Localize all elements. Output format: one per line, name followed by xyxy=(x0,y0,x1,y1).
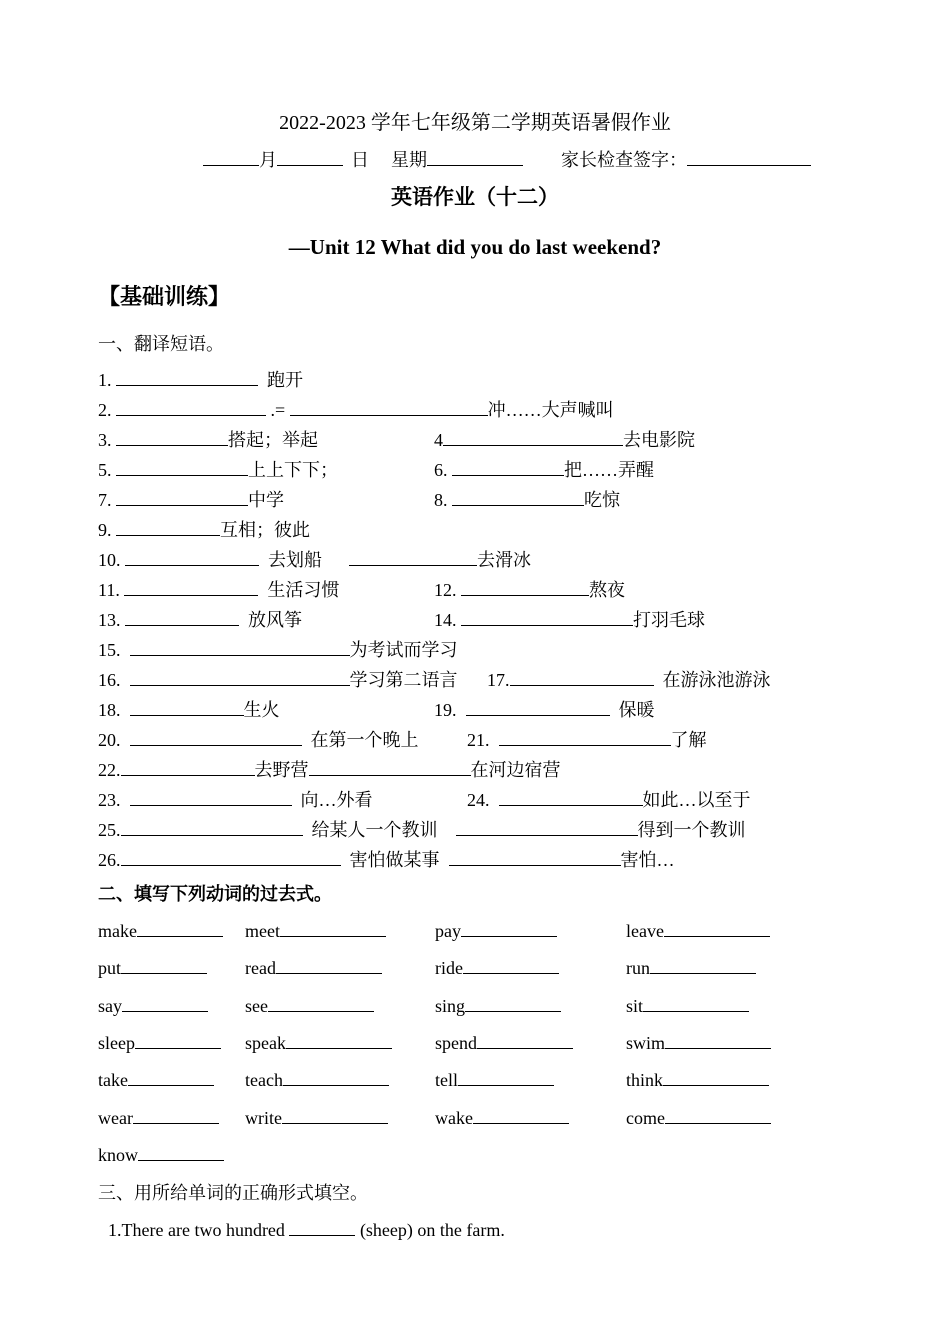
part2-title: 二、填写下列动词的过去式。 xyxy=(98,884,332,904)
verb-answer-blank[interactable] xyxy=(276,957,382,974)
verb-word: make xyxy=(98,921,137,941)
verb-item-wear xyxy=(98,1107,219,1129)
phrase-item-8: 8. 吃惊 xyxy=(434,490,620,510)
verb-word: leave xyxy=(626,921,664,941)
phrase-item-5: 5. 上上下下； xyxy=(98,460,338,480)
verb-item-tell xyxy=(435,1069,554,1091)
phrase-item-13: 13. 放风筝 xyxy=(98,610,302,630)
verb-item-swim xyxy=(626,1032,771,1054)
verb-word: sleep xyxy=(98,1033,135,1053)
verb-answer-blank[interactable] xyxy=(286,1032,392,1049)
fill-question-1: 1.There are two hundred (sheep) on the farm. xyxy=(108,1220,505,1240)
verb-answer-blank[interactable] xyxy=(122,995,208,1012)
parent-sign-blank[interactable] xyxy=(687,149,811,166)
verb-word: teach xyxy=(245,1070,283,1090)
answer-blank[interactable] xyxy=(289,1219,355,1236)
verb-word: take xyxy=(98,1070,128,1090)
verb-item-wake xyxy=(435,1107,569,1129)
verb-answer-blank[interactable] xyxy=(473,1107,569,1124)
phrase-item-3: 3. 搭起；举起 xyxy=(98,430,318,450)
verb-answer-blank[interactable] xyxy=(477,1032,573,1049)
verb-word: swim xyxy=(626,1033,666,1053)
verb-item-think xyxy=(626,1069,769,1091)
phrase-item-1: 1. 跑开 xyxy=(98,370,303,390)
verb-word: run xyxy=(626,958,650,978)
verb-answer-blank[interactable] xyxy=(280,920,386,937)
verb-item-meet xyxy=(245,920,386,942)
section-basic-heading: 【基础训练】 xyxy=(98,284,231,309)
verb-answer-blank[interactable] xyxy=(465,995,561,1012)
phrase-item-7: 7. 中学 xyxy=(98,490,284,510)
verb-word: wear xyxy=(98,1108,133,1128)
verb-answer-blank[interactable] xyxy=(283,1069,389,1086)
verb-answer-blank[interactable] xyxy=(665,1107,771,1124)
verb-word: meet xyxy=(245,921,280,941)
verb-answer-blank[interactable] xyxy=(135,1032,221,1049)
phrase-item-16: 16. 学习第二语言 xyxy=(98,670,458,690)
phrase-item-11: 11. 生活习惯 xyxy=(98,580,340,600)
verb-item-ride xyxy=(435,957,559,979)
verb-answer-blank[interactable] xyxy=(665,1032,771,1049)
phrase-item-23: 23. 向…外看 xyxy=(98,790,373,810)
verb-word: say xyxy=(98,996,122,1016)
date-sign-line xyxy=(203,149,811,171)
verb-item-sit xyxy=(626,995,749,1017)
verb-word: speak xyxy=(245,1033,286,1053)
verb-item-spend xyxy=(435,1032,573,1054)
phrase-item-9: 9. 互相；彼此 xyxy=(98,520,310,540)
verb-answer-blank[interactable] xyxy=(663,1069,769,1086)
verb-word: put xyxy=(98,958,122,978)
verb-answer-blank[interactable] xyxy=(138,1144,224,1161)
verb-item-see xyxy=(245,995,374,1017)
weekday-label: 星期 xyxy=(391,150,427,170)
verb-answer-blank[interactable] xyxy=(664,920,770,937)
verb-answer-blank[interactable] xyxy=(121,957,207,974)
phrase-item-10: 10. 去划船 去滑冰 xyxy=(98,550,531,570)
part3-title: 三、用所给单词的正确形式填空。 xyxy=(98,1183,368,1203)
verb-item-make xyxy=(98,920,223,942)
verb-answer-blank[interactable] xyxy=(268,995,374,1012)
verb-item-pay xyxy=(435,920,557,942)
verb-item-write xyxy=(245,1107,388,1129)
phrase-item-26: 26. 害怕做某事 害怕… xyxy=(98,850,675,870)
phrase-item-12: 12. 熬夜 xyxy=(434,580,625,600)
verb-item-speak xyxy=(245,1032,392,1054)
verb-answer-blank[interactable] xyxy=(133,1107,219,1124)
verb-word: wake xyxy=(435,1108,473,1128)
day-label: 日 xyxy=(351,150,369,170)
phrase-item-6: 6. 把……弄醒 xyxy=(434,460,654,480)
verb-answer-blank[interactable] xyxy=(128,1069,214,1086)
phrase-item-14: 14. 打羽毛球 xyxy=(434,610,705,630)
verb-item-take xyxy=(98,1069,214,1091)
verb-item-leave xyxy=(626,920,770,942)
verb-word: think xyxy=(626,1070,664,1090)
assignment-title: 英语作业（十二） xyxy=(391,185,559,209)
verb-word: tell xyxy=(435,1070,458,1090)
verb-answer-blank[interactable] xyxy=(458,1069,554,1086)
verb-word: sit xyxy=(626,996,644,1016)
phrase-item-2: 2. .= 冲……大声喊叫 xyxy=(98,400,614,420)
verb-word: pay xyxy=(435,921,461,941)
verb-word: ride xyxy=(435,958,463,978)
verb-item-say xyxy=(98,995,208,1017)
phrase-item-15: 15. 为考试而学习 xyxy=(98,640,458,660)
verb-word: spend xyxy=(435,1033,477,1053)
verb-word: write xyxy=(245,1108,282,1128)
month-label: 月 xyxy=(259,150,277,170)
verb-answer-blank[interactable] xyxy=(461,920,557,937)
verb-word: see xyxy=(245,996,268,1016)
weekday-blank[interactable] xyxy=(427,149,523,166)
verb-word: know xyxy=(98,1145,138,1165)
verb-item-know xyxy=(98,1144,224,1166)
phrase-item-22: 22. 去野营 在河边宿营 xyxy=(98,760,561,780)
phrase-item-25: 25. 给某人一个教训 得到一个教训 xyxy=(98,820,746,840)
verb-word: come xyxy=(626,1108,665,1128)
phrase-item-19: 19. 保暖 xyxy=(434,700,655,720)
unit-title: —Unit 12 What did you do last weekend? xyxy=(288,235,662,259)
verb-item-teach xyxy=(245,1069,389,1091)
verb-answer-blank[interactable] xyxy=(650,957,756,974)
parent-sign-label: 家长检查签字： xyxy=(561,150,687,170)
verb-answer-blank[interactable] xyxy=(463,957,559,974)
verb-answer-blank[interactable] xyxy=(137,920,223,937)
part1-title: 一、翻译短语。 xyxy=(98,334,224,354)
verb-item-read xyxy=(245,957,382,979)
verb-item-sleep xyxy=(98,1032,221,1054)
phrase-item-20: 20. 在第一个晚上 xyxy=(98,730,419,750)
verb-item-come xyxy=(626,1107,771,1129)
verb-answer-blank[interactable] xyxy=(282,1107,388,1124)
month-blank[interactable] xyxy=(203,149,259,166)
verb-word: read xyxy=(245,958,276,978)
verb-word: sing xyxy=(435,996,466,1016)
phrase-item-21: 21. 了解 xyxy=(467,730,707,750)
phrase-item-18: 18. 生火 xyxy=(98,700,280,720)
day-blank[interactable] xyxy=(277,149,343,166)
verb-item-sing xyxy=(435,995,561,1017)
verb-item-put xyxy=(98,957,207,979)
phrase-item-24: 24. 如此…以至于 xyxy=(467,790,751,810)
worksheet-title: 2022-2023 学年七年级第二学期英语暑假作业 xyxy=(279,112,671,134)
verb-answer-blank[interactable] xyxy=(643,995,749,1012)
phrase-item-17: 17. 在游泳池游泳 xyxy=(487,670,771,690)
verb-item-run xyxy=(626,957,756,979)
phrase-item-4: 4 去电影院 xyxy=(434,430,695,450)
